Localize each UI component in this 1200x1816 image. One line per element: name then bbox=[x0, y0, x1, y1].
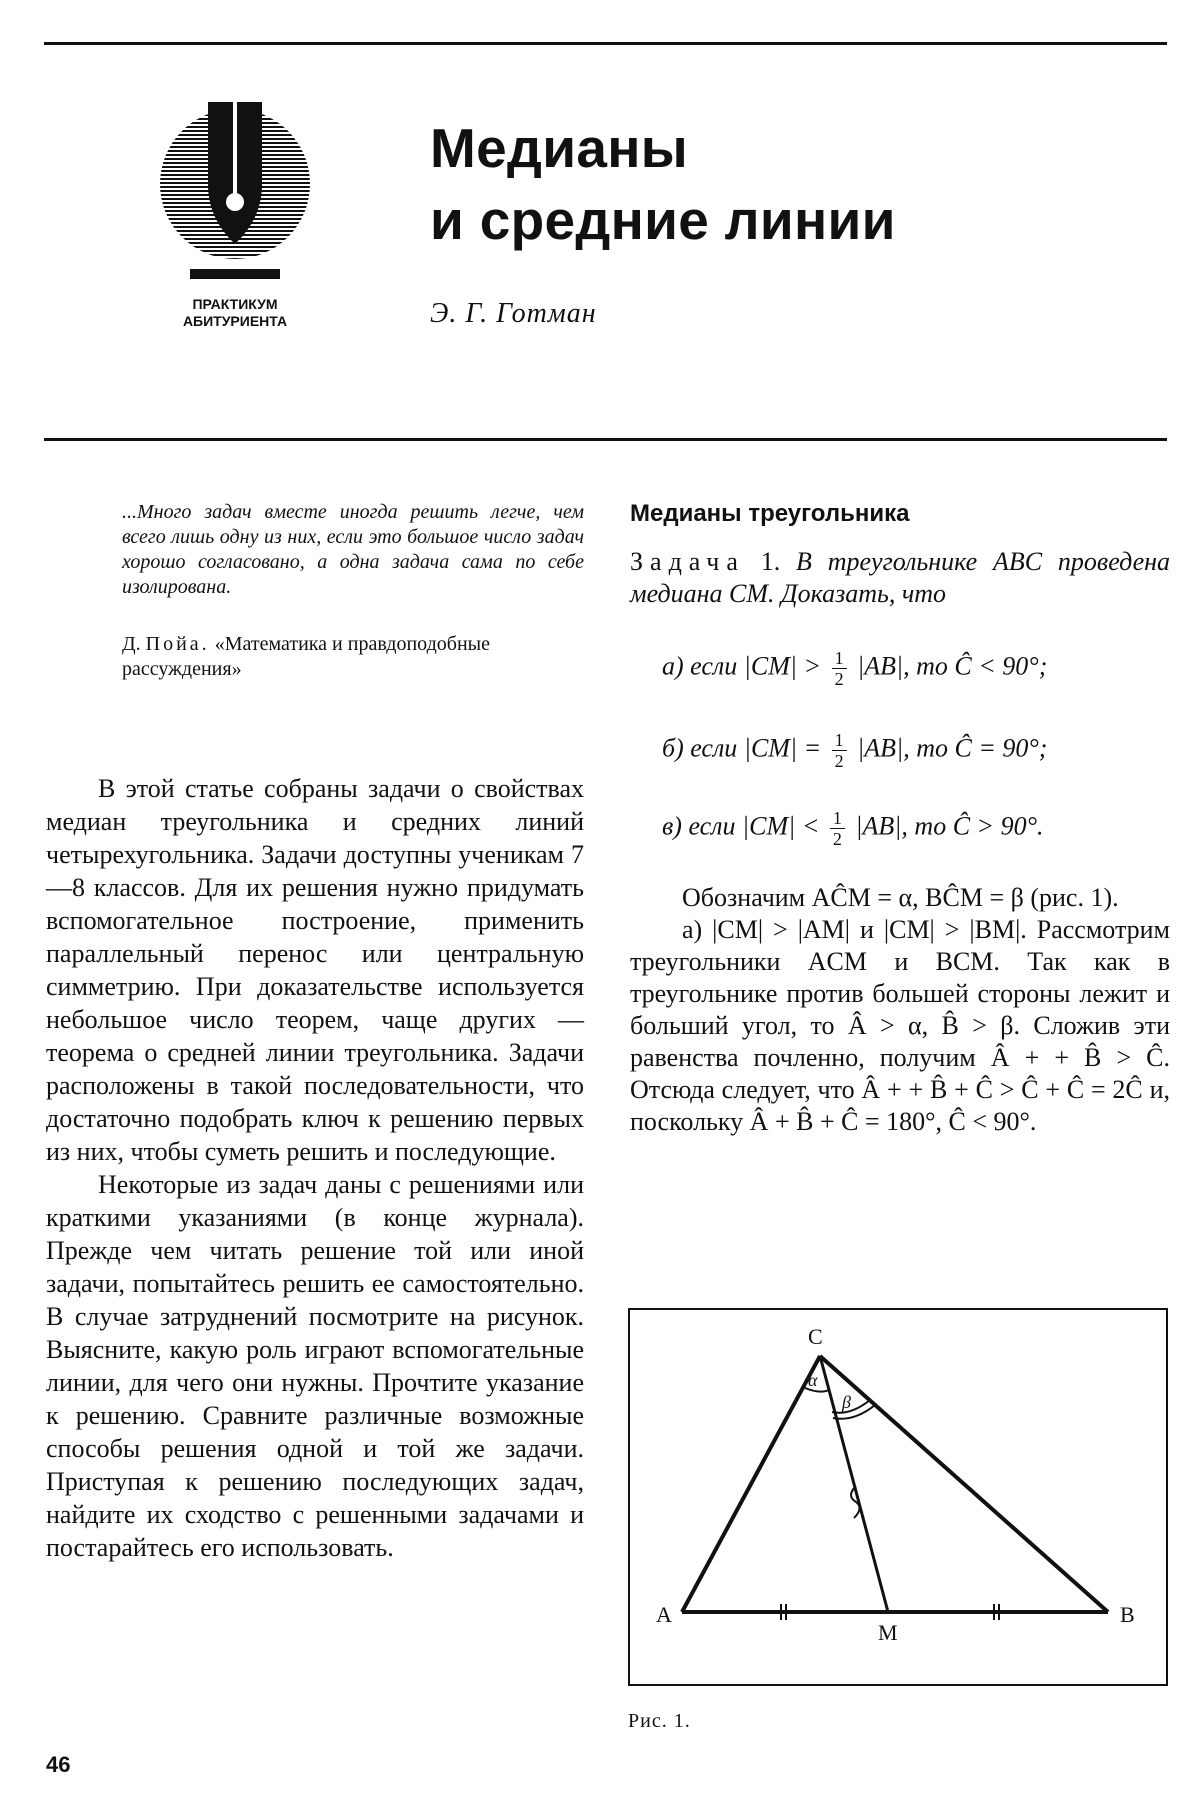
epigraph-attribution bbox=[122, 632, 584, 682]
fraction-denominator: 2 bbox=[832, 829, 842, 849]
header-rule bbox=[44, 438, 1167, 441]
side-ac bbox=[682, 1356, 820, 1612]
vertex-label-a: A bbox=[656, 1602, 672, 1627]
task-label: Задача bbox=[630, 547, 745, 576]
proof-paragraph-2: а) |CM| > |AM| и |CM| > |BM|. Рассмотрим треугольники ACM и BCM. Так как в треугольнике против большей стороны лежит и больший угол, то Â > α, B̂ > β. Сложив эти равенства почленно, получим Â + + B̂ > Ĉ. Отсюда следует, что Â + + B̂ + Ĉ > Ĉ + Ĉ = 2Ĉ и, поскольку Â + B̂ + Ĉ = 180°, Ĉ < 90°. bbox=[630, 915, 1170, 1136]
case-label: в) если bbox=[662, 811, 736, 841]
fraction-denominator: 2 bbox=[834, 669, 844, 689]
fraction-denominator: 2 bbox=[834, 751, 844, 771]
case-left: |CM| < bbox=[742, 811, 820, 841]
page-number: 46 bbox=[46, 1752, 71, 1777]
angle-label-beta: β bbox=[842, 1392, 851, 1412]
task-text: В треугольнике ABC проведена медиана CM. Доказать, что bbox=[630, 547, 1171, 608]
title-line2: и средние линии bbox=[430, 189, 896, 251]
task-case-c bbox=[662, 808, 1170, 856]
fraction-numerator: 1 bbox=[832, 730, 847, 751]
fraction-one-half bbox=[830, 808, 845, 849]
case-right: |AB|, то Ĉ < 90°; bbox=[857, 651, 1048, 681]
case-label: б) если bbox=[662, 733, 738, 763]
case-right: |AB|, то Ĉ = 90°; bbox=[857, 733, 1048, 763]
section-heading: Медианы треугольника bbox=[630, 500, 910, 527]
vertex-label-b: B bbox=[1120, 1602, 1135, 1627]
fountain-pen-nib-icon bbox=[150, 94, 320, 284]
case-label: а) если bbox=[662, 651, 738, 681]
proof-paragraph-1: Обозначим AĈM = α, BĈM = β (рис. 1). bbox=[682, 883, 1119, 912]
proof bbox=[630, 882, 1170, 1138]
epigraph-author-name: Пойа. bbox=[145, 633, 210, 655]
task-number: 1. bbox=[760, 547, 781, 576]
intro-paragraph-1: В этой статье собраны задачи о свойствах медиан треугольника и средних линий четырехугольника. Задачи доступны ученикам 7—8 классов. Для их решения нужно придумать вспомогательное построение, применить параллельный перенос или центральную симметрию. При доказательстве используется небольшое число теорем, чаще других — теорема о средней линии треугольника. Задачи расположены в такой последовательности, что достаточно подобрать ключ к решению первых из них, чтобы суметь решить и последующие. bbox=[46, 774, 584, 1166]
author-name: Э. Г. Готман bbox=[430, 298, 597, 329]
epigraph-author-initial: Д. bbox=[122, 633, 141, 655]
task-1 bbox=[630, 546, 1170, 610]
case-left: |CM| = bbox=[743, 733, 822, 763]
median-cm bbox=[820, 1356, 888, 1612]
figure-caption: Рис. 1. bbox=[628, 1710, 691, 1732]
rubric-line2: АБИТУРИЕНТА bbox=[182, 313, 288, 329]
title-line1: Медианы bbox=[430, 117, 689, 179]
top-rule bbox=[44, 42, 1167, 45]
side-bc bbox=[820, 1356, 1108, 1612]
case-left: |CM| > bbox=[743, 651, 822, 681]
angle-beta-arc-1 bbox=[832, 1400, 870, 1413]
task-case-b bbox=[662, 730, 1170, 778]
case-right: |AB|, то Ĉ > 90°. bbox=[855, 811, 1044, 841]
intro-paragraph-2: Некоторые из задач даны с решениями или краткими указаниями (в конце журнала). Прежде чем читать решение той или иной задачи, попытайтесь решить ее самостоятельно. В случае затруднений посмотрите на рисунок. Выясните, какую роль играют вспомогательные линии, для чего они нужны. Прочтите указание к решению. Сравните различные возможные способы решения одной и той же задачи. Приступая к решению последующих задач, найдите их сходство с решенными задачами и постарайтесь его использовать. bbox=[46, 1170, 584, 1562]
rubric-label bbox=[150, 296, 320, 330]
epigraph: ...Много задач вместе иногда решить легче, чем всего лишь одну из них, если это большое число задач хорошо согласовано, а одна задача сама по себе изолирована. bbox=[122, 501, 584, 598]
vertex-label-m: M bbox=[878, 1620, 898, 1645]
intro-column bbox=[46, 772, 584, 1564]
fraction-numerator: 1 bbox=[830, 808, 845, 829]
rubric-line1: ПРАКТИКУМ bbox=[192, 296, 278, 312]
epigraph-source: «Математика и правдоподобные рассуждения» bbox=[122, 633, 490, 680]
task-1-statement bbox=[630, 546, 1170, 610]
fraction-numerator: 1 bbox=[832, 648, 847, 669]
page-title bbox=[430, 112, 896, 256]
angle-label-alpha: α bbox=[808, 1370, 818, 1390]
task-case-a bbox=[662, 648, 1170, 696]
fraction-one-half bbox=[832, 730, 847, 771]
figure-1 bbox=[628, 1308, 1168, 1686]
vertex-label-c: C bbox=[808, 1324, 823, 1349]
fraction-one-half bbox=[832, 648, 847, 689]
